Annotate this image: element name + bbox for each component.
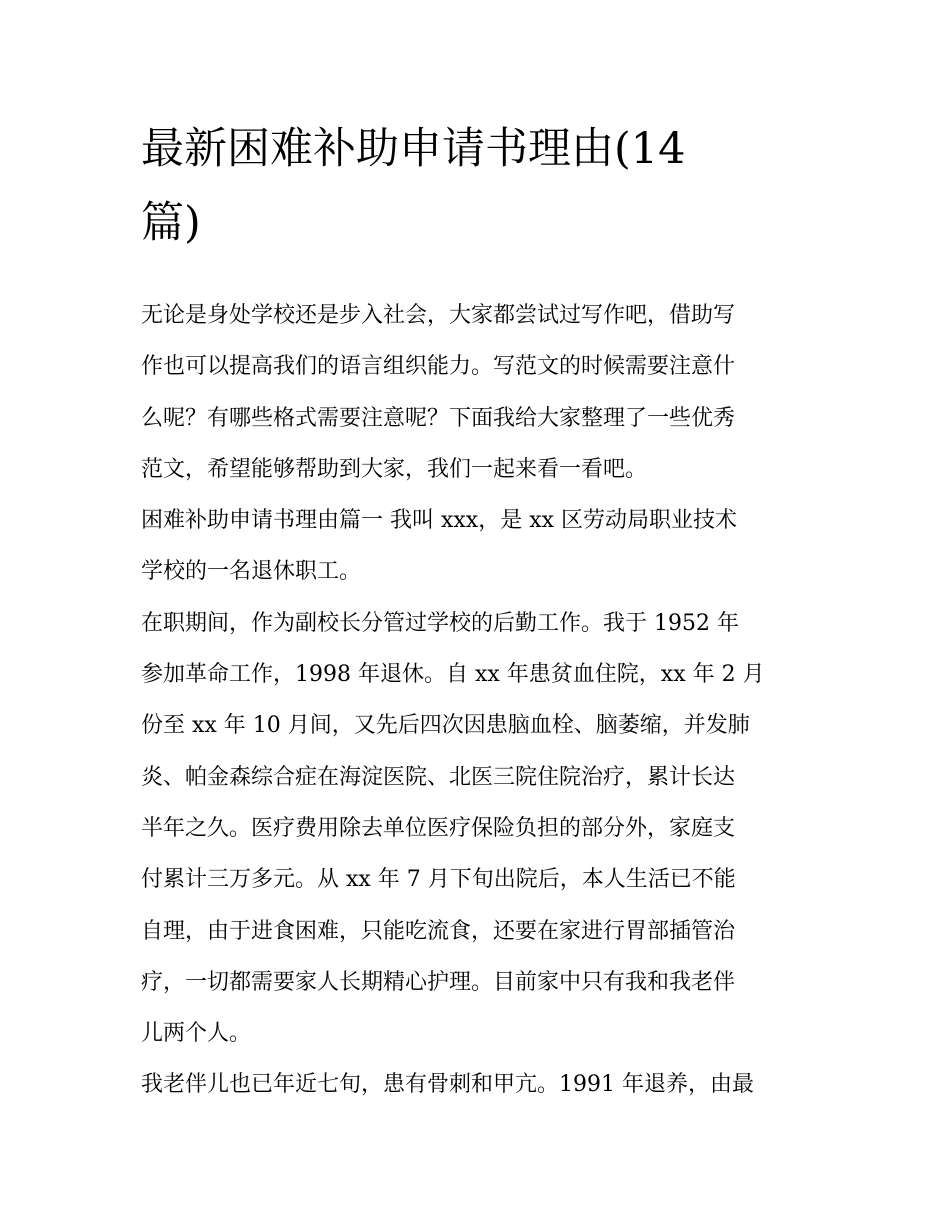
body-text-line: 参加革命工作，1998 年退休。自 xx 年患贫血住院，xx 年 2 月 <box>141 662 765 688</box>
body-text-line: 炎、帕金森综合症在海淀医院、北医三院住院治疗，累计长达 <box>141 764 736 790</box>
body-text-line: 儿两个人。 <box>141 1021 252 1047</box>
body-text-line: 自理，由于进食困难，只能吃流食，还要在家进行胃部插管治 <box>141 918 736 944</box>
body-text-line: 作也可以提高我们的语言组织能力。写范文的时候需要注意什 <box>141 354 736 380</box>
document-title <box>141 112 815 260</box>
body-text-line: 学校的一名退休职工。 <box>141 559 362 585</box>
document-body <box>141 290 815 1111</box>
body-text-line: 我老伴儿也已年近七旬，患有骨刺和甲亢。1991 年退养，由最 <box>141 1072 754 1098</box>
body-text-line: 份至 xx 年 10 月间，又先后四次因患脑血栓、脑萎缩，并发肺 <box>141 713 750 739</box>
body-text-line: 疗，一切都需要家人长期精心护理。目前家中只有我和我老伴 <box>141 969 736 995</box>
document-content <box>141 112 815 1111</box>
title-line: 篇) <box>141 198 201 248</box>
body-text-line: 范文，希望能够帮助到大家，我们一起来看一看吧。 <box>141 456 648 482</box>
title-line: 最新困难补助申请书理由(14 <box>141 124 686 174</box>
body-text-line: 在职期间，作为副校长分管过学校的后勤工作。我于 1952 年 <box>141 610 739 636</box>
body-text-line: 无论是身处学校还是步入社会，大家都尝试过写作吧，借助写 <box>141 303 736 328</box>
body-text-line: 困难补助申请书理由篇一 我叫 xxx，是 xx 区劳动局职业技术 <box>141 508 738 534</box>
body-text-line: 么呢？有哪些格式需要注意呢？下面我给大家整理了一些优秀 <box>141 405 736 431</box>
body-text-line: 付累计三万多元。从 xx 年 7 月下旬出院后，本人生活已不能 <box>141 867 736 893</box>
body-text-line: 半年之久。医疗费用除去单位医疗保险负担的部分外，家庭支 <box>141 815 736 841</box>
